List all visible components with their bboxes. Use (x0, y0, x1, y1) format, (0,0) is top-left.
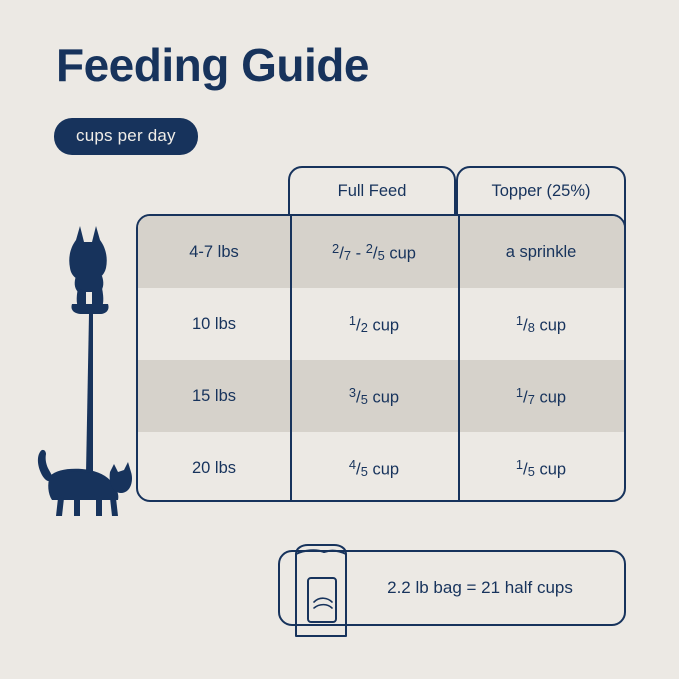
table-row (138, 288, 624, 360)
fraction-denominator: 2 (360, 319, 368, 335)
column-header-topper-label: Topper (25%) (491, 182, 591, 200)
unit-label: cup (539, 460, 567, 479)
fraction-numerator: 1 (515, 312, 524, 328)
fraction-denominator: 5 (527, 463, 535, 479)
cell-topper: $^1/_5$ cup (515, 456, 567, 479)
fraction-numerator: 1 (348, 312, 357, 328)
cell-topper: a sprinkle (505, 242, 577, 261)
column-header-full-feed-label: Full Feed (337, 182, 407, 200)
page-title: Feeding Guide (56, 39, 369, 91)
fraction-numerator: 3 (348, 384, 357, 400)
cell-weight: 4-7 lbs (189, 242, 239, 261)
fraction-denominator: 5 (360, 463, 368, 479)
subtitle-pill: cups per day (54, 118, 198, 155)
cat-walking-icon (34, 448, 134, 523)
fraction-numerator: 2 (332, 240, 340, 256)
range-dash: - (355, 244, 362, 263)
cell-weight: 10 lbs (191, 314, 237, 333)
bag-note-text: 2.2 lb bag = 21 half cups (387, 578, 573, 597)
fraction-numerator: 4 (348, 456, 357, 472)
food-bag-icon (282, 540, 360, 645)
column-divider-1 (290, 216, 292, 502)
fraction-denominator: 8 (527, 319, 535, 335)
table-body (136, 214, 626, 502)
cell-full-feed: $^4/_5$ cup (348, 456, 400, 479)
cell-topper: $^1/_8$ cup (515, 312, 567, 335)
fraction-numerator: 1 (515, 384, 524, 400)
cell-topper: $^1/_7$ cup (515, 384, 567, 407)
fraction-denominator: 5 (360, 391, 368, 407)
fraction-numerator: 1 (515, 456, 524, 472)
column-divider-2 (458, 216, 460, 502)
cell-weight: 20 lbs (191, 458, 237, 477)
unit-label: cup (539, 316, 567, 335)
table-row (138, 216, 624, 288)
table-row (138, 432, 624, 502)
fraction-denominator: 7 (527, 391, 535, 407)
unit-label: cup (389, 244, 416, 263)
feeding-table (136, 166, 626, 502)
cell-full-feed: $^3/_5$ cup (348, 384, 400, 407)
cell-weight: 15 lbs (191, 386, 237, 405)
cell-full-feed: $^1/_2$ cup (348, 312, 400, 335)
unit-label: cup (372, 460, 400, 479)
unit-label: cup (539, 388, 567, 407)
cell-full-feed: $^2/_7 - ^2/_5$ cup (332, 240, 416, 263)
fraction-denominator: 5 (377, 247, 385, 263)
unit-label: cup (372, 388, 400, 407)
fraction-numerator: 2 (365, 240, 373, 256)
fraction-denominator: 7 (343, 247, 352, 263)
unit-label: cup (372, 316, 400, 335)
table-row (138, 360, 624, 432)
